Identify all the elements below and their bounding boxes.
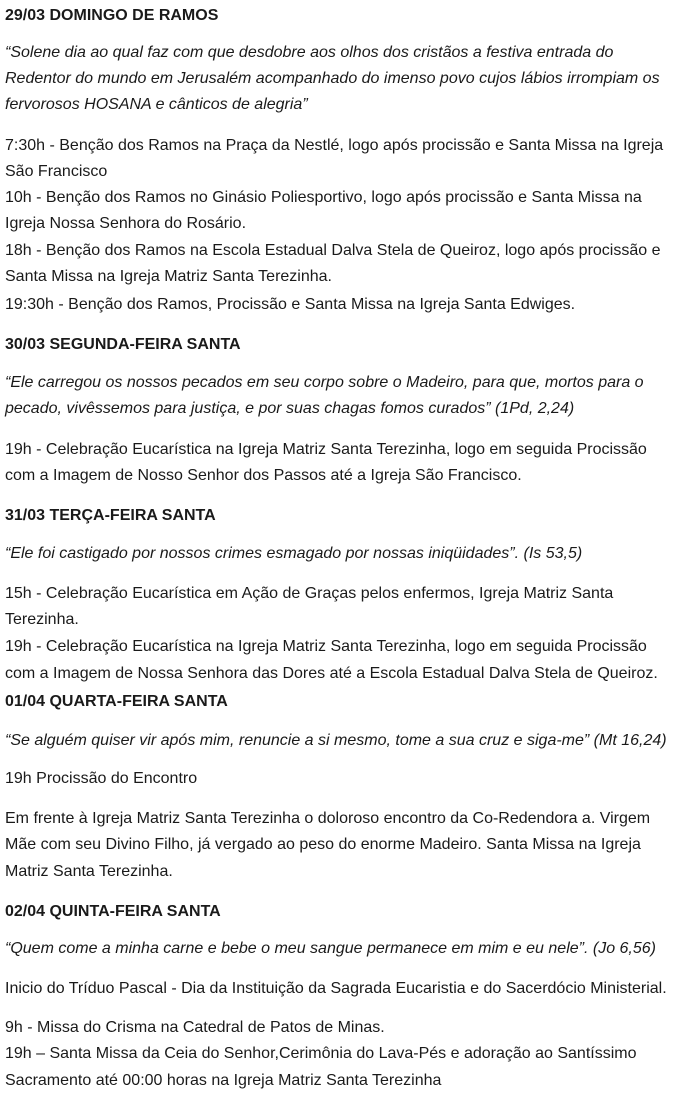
schedule-line: com a Imagem de Nosso Senhor dos Passos até a Igreja São Francisco. [5, 467, 522, 484]
quote-line: “Solene dia ao qual faz com que desdobre aos olhos dos cristãos a festiva entrada do [5, 44, 614, 61]
schedule-line: Sacramento até 00:00 horas na Igreja Matriz Santa Terezinha [5, 1072, 442, 1089]
schedule-line: 19h – Santa Missa da Ceia do Senhor,Cerimônia do Lava-Pés e adoração ao Santíssimo [5, 1045, 637, 1062]
quote-line: “Quem come a minha carne e bebe o meu sangue permanece em mim e eu nele”. (Jo 6,56) [5, 940, 656, 957]
section-heading: 01/04 QUARTA-FEIRA SANTA [5, 693, 228, 710]
quote-line: Redentor do mundo em Jerusalém acompanhado do imenso povo cujos lábios irrompiam os [5, 70, 660, 87]
schedule-line: 19h - Celebração Eucarística na Igreja Matriz Santa Terezinha, logo em seguida Procissão [5, 441, 647, 458]
section-heading: 29/03 DOMINGO DE RAMOS [5, 7, 219, 24]
quote-line: “Ele carregou os nossos pecados em seu corpo sobre o Madeiro, para que, mortos para o [5, 374, 644, 391]
schedule-line: Inicio do Tríduo Pascal - Dia da Instituição da Sagrada Eucaristia e do Sacerdócio Ministerial. [5, 980, 667, 997]
schedule-line: Santa Missa na Igreja Matriz Santa Terezinha. [5, 268, 332, 285]
schedule-line: 19h - Celebração Eucarística na Igreja Matriz Santa Terezinha, logo em seguida Procissão [5, 638, 647, 655]
schedule-line: 10h - Benção dos Ramos no Ginásio Poliesportivo, logo após procissão e Santa Missa na [5, 189, 642, 206]
schedule-line: São Francisco [5, 163, 108, 180]
quote-line: pecado, vivêssemos para justiça, e por suas chagas fomos curados” (1Pd, 2,24) [5, 400, 575, 417]
schedule-line: Terezinha. [5, 611, 79, 628]
schedule-line: Matriz Santa Terezinha. [5, 863, 173, 880]
schedule-line: Mãe com seu Divino Filho, já vergado ao peso do enorme Madeiro. Santa Missa na Igreja [5, 836, 641, 853]
schedule-line: 9h - Missa do Crisma na Catedral de Patos de Minas. [5, 1019, 385, 1036]
schedule-line: 19h Procissão do Encontro [5, 770, 198, 787]
quote-line: “Se alguém quiser vir após mim, renuncie a si mesmo, tome a sua cruz e siga-me” (Mt 16,24) [5, 732, 667, 749]
schedule-line: Em frente à Igreja Matriz Santa Terezinha o doloroso encontro da Co-Redendora a. Virgem [5, 810, 651, 827]
section-heading: 31/03 TERÇA-FEIRA SANTA [5, 507, 216, 524]
section-heading: 30/03 SEGUNDA-FEIRA SANTA [5, 336, 241, 353]
schedule-line: com a Imagem de Nossa Senhora das Dores até a Escola Estadual Dalva Stela de Queiroz. [5, 665, 658, 682]
schedule-line: 18h - Benção dos Ramos na Escola Estadual Dalva Stela de Queiroz, logo após procissão e [5, 242, 661, 259]
section-heading: 02/04 QUINTA-FEIRA SANTA [5, 903, 221, 920]
quote-line: fervorosos HOSANA e cânticos de alegria” [5, 96, 308, 113]
schedule-line: 7:30h - Benção dos Ramos na Praça da Nestlé, logo após procissão e Santa Missa na Igreja [5, 137, 664, 154]
quote-line: “Ele foi castigado por nossos crimes esmagado por nossas iniqüidades”. (Is 53,5) [5, 545, 583, 562]
schedule-line: Igreja Nossa Senhora do Rosário. [5, 215, 247, 232]
schedule-line: 15h - Celebração Eucarística em Ação de Graças pelos enfermos, Igreja Matriz Santa [5, 585, 614, 602]
schedule-line: 19:30h - Benção dos Ramos, Procissão e Santa Missa na Igreja Santa Edwiges. [5, 296, 576, 313]
